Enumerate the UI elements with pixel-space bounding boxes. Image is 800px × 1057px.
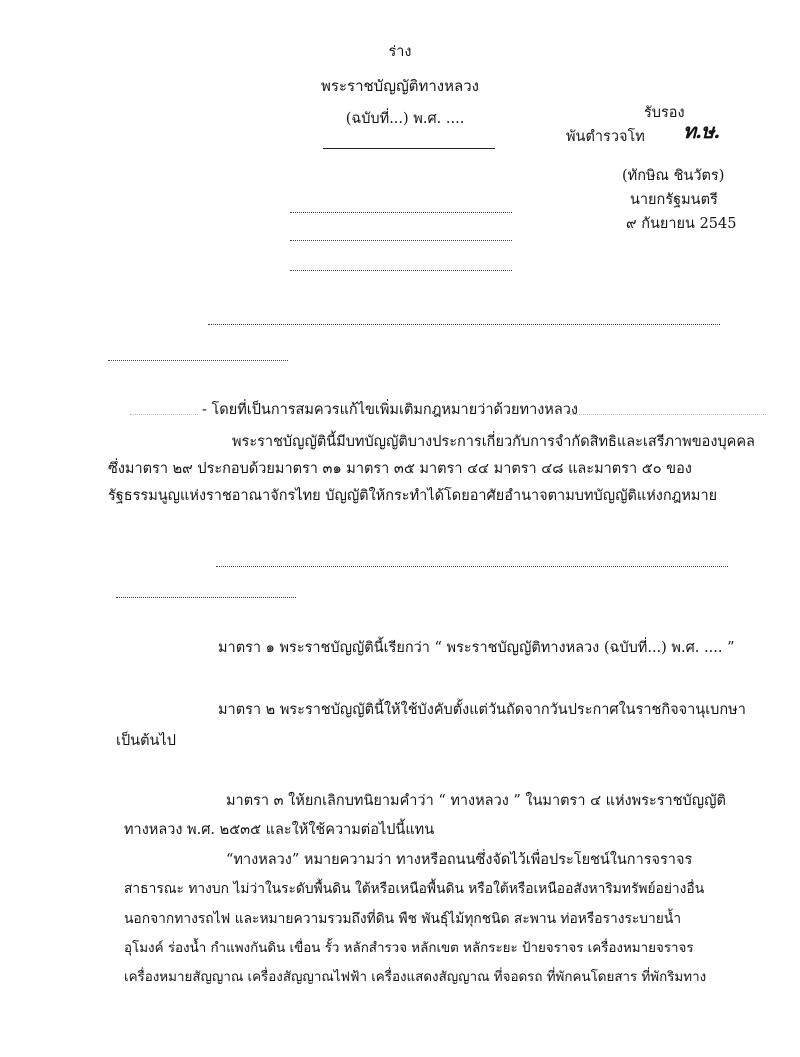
draft-label: ร่าง (388, 44, 412, 60)
placeholder-line (290, 240, 512, 241)
definition-line: เครื่องหมายสัญญาณ เครื่องสัญญาณไฟฟ้า เครื่องแสดงสัญญาณ ที่จอดรถ ที่พักคนโดยสาร ที่พักริมทาง (124, 970, 707, 985)
endorsed-label: รับรอง (644, 105, 685, 121)
definition-line: นอกจากทางรถไฟ และหมายความรวมถึงที่ดิน พืช พันธุ์ไม้ทุกชนิด สะพาน ท่อหรือรางระบายน้ำ (124, 911, 682, 927)
signer-name: (ทักษิณ ชินวัตร) (622, 168, 725, 184)
preamble-line: รัฐธรรมนูญแห่งราชอาณาจักรไทย บัญญัติให้กระทำได้โดยอาศัยอำนาจตามบทบัญญัติแห่งกฎหมาย (108, 488, 718, 504)
preamble-reason: - โดยที่เป็นการสมควรแก้ไขเพิ่มเติมกฎหมายว่าด้วยทางหลวง (202, 402, 578, 418)
rank-label: พันตำรวจโท (566, 129, 645, 145)
definition-line: “ทางหลวง” หมายความว่า ทางหรือถนนซึ่งจัดไว้เพื่อประโยชน์ในการจราจร (226, 852, 693, 868)
signer-position: นายกรัฐมนตรี (630, 192, 718, 208)
section-3: มาตรา ๓ ให้ยกเลิกบทนิยามคำว่า “ ทางหลวง ” ในมาตรา ๔ แห่งพระราชบัญญัติ (226, 793, 726, 809)
placeholder-line (208, 324, 720, 325)
section-2-cont: เป็นต้นไป (116, 733, 176, 749)
placeholder-line (116, 597, 296, 598)
definition-line: สาธารณะ ทางบก ไม่ว่าในระดับพื้นดิน ใต้หรือเหนือพื้นดิน หรือใต้หรือเหนืออสังหาริมทรัพย์อย่างอื่น (124, 881, 705, 897)
title-underline (323, 148, 495, 149)
section-2: มาตรา ๒ พระราชบัญญัตินี้ให้ใช้บังคับตั้งแต่วันถัดจากวันประกาศในราชกิจจานุเบกษา (218, 702, 746, 718)
placeholder-line (290, 270, 512, 271)
act-edition: (ฉบับที่...) พ.ศ. .... (345, 111, 465, 127)
act-title: พระราชบัญญัติทางหลวง (321, 77, 479, 95)
endorsement-date: ๙ กันยายน 2545 (626, 216, 737, 232)
signature: ท.ษ. (683, 119, 720, 143)
placeholder-line (290, 212, 512, 213)
faint-dots (130, 414, 198, 415)
placeholder-line (216, 566, 728, 567)
section-1: มาตรา ๑ พระราชบัญญัตินี้เรียกว่า “ พระราชบัญญัติทางหลวง (ฉบับที่...) พ.ศ. .... ” (218, 640, 735, 656)
section-3-cont: ทางหลวง พ.ศ. ๒๕๓๕ และให้ใช้ความต่อไปนี้แทน (124, 822, 435, 838)
preamble-line (232, 434, 755, 450)
faint-dots (570, 414, 766, 415)
preamble-line: ซึ่งมาตรา ๒๙ ประกอบด้วยมาตรา ๓๑ มาตรา ๓๕ มาตรา ๔๔ มาตรา ๔๘ และมาตรา ๕๐ ของ (108, 461, 692, 477)
preamble-text: พระราชบัญญัตินี้มีบทบัญญัติบางประการเกี่ยวกับการจำกัดสิทธิและเสรีภาพของบุคคล (232, 434, 755, 450)
definition-line: อุโมงค์ ร่องน้ำ กำแพงกันดิน เขื่อน รั้ว หลักสำรวจ หลักเขต หลักระยะ ป้ายจราจร เครื่องหมายจราจร (124, 941, 694, 956)
placeholder-line (108, 360, 288, 361)
